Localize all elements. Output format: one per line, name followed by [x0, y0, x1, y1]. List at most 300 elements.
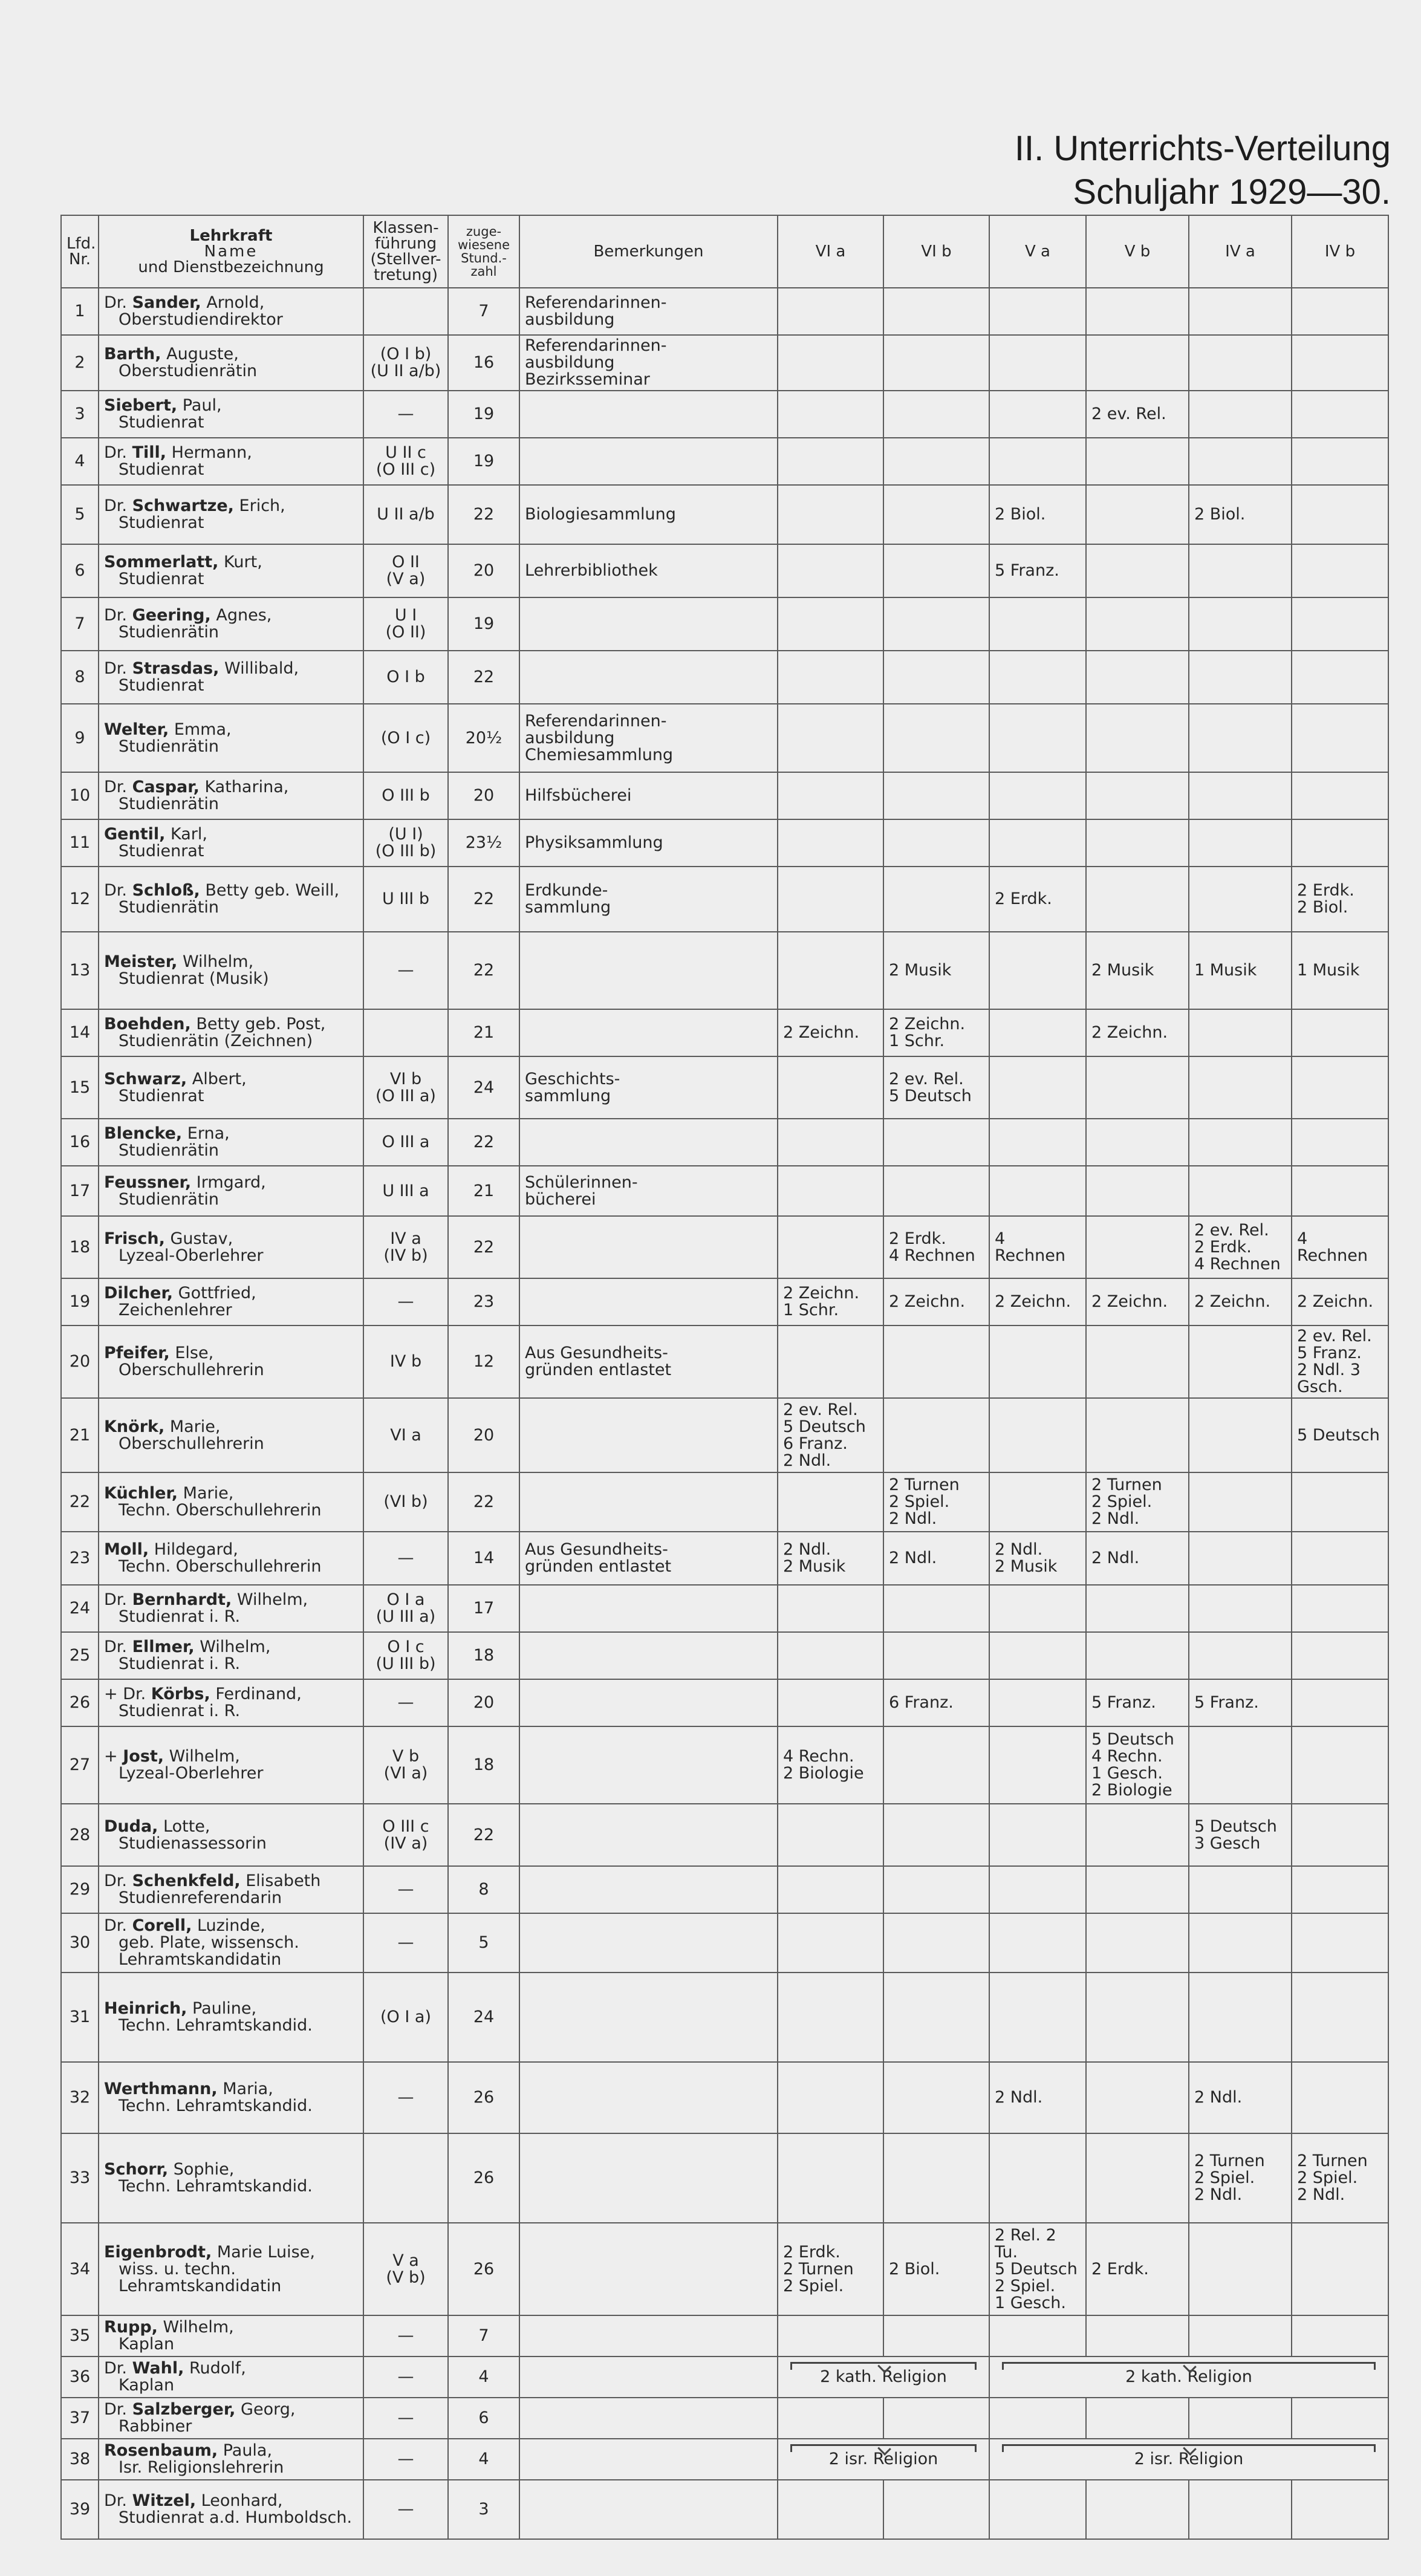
teacher-position: Studienrat a.d. Humboldsch. [119, 2508, 353, 2527]
remarks-cell-text: Physiksammlung [525, 833, 663, 852]
subject-cell-vb [1086, 1398, 1189, 1472]
teacher-surname: Boehden, [104, 1015, 191, 1033]
subject-cell-vb [1086, 704, 1189, 772]
row-number: 15 [69, 1078, 91, 1097]
subject-cell-iva [1189, 1913, 1292, 1973]
teacher-title: Dr. [104, 659, 127, 678]
subject-cell-vb [1086, 1866, 1189, 1913]
subject-cell-vib [883, 1056, 989, 1119]
subject-cell-via [778, 391, 883, 438]
class-lead-cell-text: (O I b) (U II a/b) [370, 345, 441, 380]
table-row [61, 391, 1388, 438]
subject-cell-iva-text: 1 Musik [1194, 961, 1257, 980]
subject-cell-ivb [1292, 704, 1388, 772]
teacher-name-line [104, 1071, 358, 1088]
hours-cell-text: 24 [473, 2008, 495, 2026]
teacher-name-line [104, 1174, 358, 1191]
table-row [61, 2223, 1388, 2315]
row-number: 4 [74, 452, 85, 470]
subject-cell-ivb [1292, 651, 1388, 704]
hours-cell-text: 4 [478, 2367, 489, 2386]
teacher-cell [99, 485, 363, 544]
page-title-line2: Schuljahr 1929—30. [1073, 172, 1391, 212]
teacher-position: Oberschullehrerin [119, 1434, 264, 1453]
hours-cell [448, 772, 519, 819]
subject-cell-ivb [1292, 1325, 1388, 1398]
row-number: 14 [69, 1023, 91, 1042]
subject-cell-vb [1086, 544, 1189, 597]
row-number-cell [61, 544, 99, 597]
subject-cell-via [778, 2062, 883, 2133]
hours-cell-text: 6 [478, 2408, 489, 2427]
subject-cell-vib [883, 1119, 989, 1166]
teacher-surname: Blencke, [104, 1124, 183, 1143]
teacher-name-line [104, 2360, 358, 2377]
subject-cell-vib [883, 544, 989, 597]
hours-cell [448, 819, 519, 867]
teacher-position: Kaplan [119, 2335, 175, 2353]
teacher-title: Dr. [104, 293, 127, 312]
subject-cell-vb [1086, 1472, 1189, 1532]
page-title-line1: II. Unterrichts-Verteilung [1014, 129, 1391, 168]
hours-cell [448, 2480, 519, 2539]
subject-cell-vb [1086, 1632, 1189, 1679]
teacher-name-line [104, 1231, 358, 1247]
teacher-firstname: Gustav, [170, 1229, 233, 1248]
table-row [61, 2133, 1388, 2223]
subject-cell-vb [1086, 2398, 1189, 2439]
class-lead-cell [363, 485, 448, 544]
subject-cell-va [989, 288, 1086, 335]
class-lead-cell-text: IV b [389, 1352, 422, 1371]
table-row [61, 772, 1388, 819]
teacher-position: Studienrat [119, 460, 204, 479]
teacher-firstname: Auguste, [166, 345, 239, 363]
teacher-position: Studienrätin (Zeichnen) [119, 1032, 313, 1050]
hours-cell [448, 704, 519, 772]
class-lead-cell-text: O I c (U III b) [376, 1638, 436, 1673]
subject-cell-vb [1086, 1216, 1189, 1278]
teacher-name-line [104, 1345, 358, 1362]
class-lead-cell [363, 288, 448, 335]
subject-cell-ivb [1292, 597, 1388, 651]
teacher-cell [99, 544, 363, 597]
teacher-position: Oberstudienrätin [119, 362, 258, 380]
subject-cell-vb [1086, 772, 1189, 819]
teacher-name-line [104, 1485, 358, 1502]
teacher-position: geb. Plate, wissensch. Lehramtskandidatin [119, 1933, 299, 1969]
table-row [61, 1278, 1388, 1325]
teacher-surname: Schwartze, [132, 496, 234, 515]
teacher-name-line [104, 294, 358, 311]
teacher-cell [99, 1398, 363, 1472]
subject-cell-via [778, 1166, 883, 1216]
teacher-name-line [104, 882, 358, 899]
table-body [61, 288, 1388, 2539]
subject-cell-iva [1189, 485, 1292, 544]
hours-cell [448, 2223, 519, 2315]
subject-cell-vb [1086, 1119, 1189, 1166]
subject-cell-vib [883, 1216, 989, 1278]
teacher-cell [99, 1278, 363, 1325]
remarks-cell [519, 2062, 778, 2133]
teacher-name-line [104, 660, 358, 677]
remarks-cell [519, 772, 778, 819]
teacher-firstname: Paula, [223, 2441, 273, 2460]
table-row [61, 1216, 1388, 1278]
remarks-cell-text: Referendarinnen- ausbildung Bezirksseminar [525, 336, 667, 389]
table-row [61, 819, 1388, 867]
subject-cell-via [778, 1973, 883, 2062]
subject-cell-va [989, 1119, 1086, 1166]
subject-cell-iva [1189, 1216, 1292, 1278]
subject-cell-iva [1189, 1278, 1292, 1325]
teacher-name-line [104, 2000, 358, 2017]
teacher-firstname: Elisabeth [246, 1872, 321, 1890]
remarks-cell [519, 867, 778, 932]
teacher-surname: Barth, [104, 345, 161, 363]
subject-cell-vib [883, 867, 989, 932]
subject-cell-va [989, 1325, 1086, 1398]
subject-cell-vb [1086, 2315, 1189, 2356]
teacher-surname: Rosenbaum, [104, 2441, 218, 2460]
subject-cell-vb-text: 2 Musik [1091, 961, 1154, 980]
subject-cell-va [989, 1278, 1086, 1325]
teacher-cell [99, 438, 363, 485]
class-lead-cell [363, 391, 448, 438]
hours-cell [448, 1726, 519, 1804]
teacher-firstname: Luzinde, [197, 1916, 265, 1935]
hours-cell-text: 4 [478, 2450, 489, 2468]
remarks-cell [519, 1973, 778, 2062]
teacher-position: Studienassessorin [119, 1833, 267, 1853]
teacher-position: Studienrätin [119, 1141, 219, 1160]
shared-subject-cell-vi-text: 2 isr. Religion [828, 2450, 938, 2468]
remarks-cell-text: Aus Gesundheits- gründen entlastet [525, 1540, 672, 1576]
remarks-cell [519, 391, 778, 438]
subject-cell-vb [1086, 1009, 1189, 1056]
hours-cell [448, 597, 519, 651]
teacher-firstname: Erna, [187, 1124, 230, 1143]
teacher-cell [99, 867, 363, 932]
subject-cell-vb [1086, 1325, 1189, 1398]
row-number: 25 [69, 1646, 91, 1665]
subject-cell-ivb-text: 1 Musik [1297, 961, 1360, 980]
subject-cell-vib [883, 1325, 989, 1398]
row-number: 39 [69, 2500, 91, 2519]
class-lead-cell [363, 1866, 448, 1913]
class-lead-cell [363, 335, 448, 391]
table-row [61, 1398, 1388, 1472]
remarks-cell-text: Referendarinnen- ausbildung [525, 293, 667, 329]
hours-cell [448, 2356, 519, 2398]
header-class-va: V a [989, 215, 1086, 288]
table-row [61, 1726, 1388, 1804]
class-lead-cell [363, 2398, 448, 2439]
subject-cell-iva [1189, 1804, 1292, 1866]
subject-cell-va [989, 2398, 1086, 2439]
subject-cell-vib [883, 704, 989, 772]
hours-cell-text: 19 [473, 614, 495, 633]
teacher-surname: Strasdas, [132, 659, 219, 678]
teacher-title: Dr. [104, 606, 127, 625]
subject-cell-ivb [1292, 1866, 1388, 1913]
class-lead-cell [363, 1398, 448, 1472]
row-number-cell [61, 2356, 99, 2398]
row-number-cell [61, 1532, 99, 1585]
remarks-cell [519, 1585, 778, 1632]
row-number-cell [61, 2480, 99, 2539]
teacher-name-line [104, 1873, 358, 1890]
class-lead-cell-text: — [397, 2326, 414, 2345]
subject-cell-iva-text: 5 Franz. [1194, 1693, 1259, 1712]
teacher-cell [99, 932, 363, 1009]
subject-cell-via [778, 485, 883, 544]
class-lead-cell-text: — [397, 405, 414, 423]
table-row [61, 2062, 1388, 2133]
subject-cell-vb [1086, 485, 1189, 544]
header-class-ivb: IV b [1292, 215, 1388, 288]
teacher-cell [99, 1585, 363, 1632]
table-row [61, 2480, 1388, 2539]
teacher-firstname: Betty geb. Weill, [205, 881, 340, 900]
table-row [61, 2398, 1388, 2439]
class-lead-cell-text: (O I c) [380, 728, 431, 747]
hours-cell [448, 391, 519, 438]
teacher-firstname: Marie, [169, 1417, 221, 1436]
subject-cell-va-text: 2 Rel. 2 Tu. 5 Deutsch 2 Spiel. 1 Gesch. [995, 2225, 1078, 2312]
teacher-position: wiss. u. techn. Lehramtskandidatin [119, 2259, 282, 2295]
subject-cell-vib-text: 6 Franz. [889, 1693, 954, 1712]
teacher-position: Studienrat [119, 570, 204, 588]
row-number: 17 [69, 1181, 91, 1200]
teacher-firstname: Wilhelm, [182, 952, 254, 971]
class-lead-cell-text: — [397, 2367, 414, 2386]
subject-cell-via-text: 4 Rechn. 2 Biologie [783, 1747, 864, 1783]
subject-cell-ivb-text: 2 Zeichn. [1297, 1292, 1374, 1311]
subject-cell-iva [1189, 544, 1292, 597]
hours-cell-text: 21 [473, 1023, 495, 1042]
subject-cell-vb [1086, 1056, 1189, 1119]
subject-cell-iva [1189, 1632, 1292, 1679]
teacher-cell [99, 597, 363, 651]
remarks-cell [519, 288, 778, 335]
class-lead-cell [363, 651, 448, 704]
row-number-cell [61, 1325, 99, 1398]
subject-cell-vib [883, 485, 989, 544]
teacher-firstname: Hildegard, [154, 1540, 238, 1559]
teacher-firstname: Georg, [241, 2400, 296, 2419]
hours-cell [448, 1679, 519, 1726]
teacher-firstname: Arnold, [206, 293, 265, 312]
hours-cell [448, 1216, 519, 1278]
subject-cell-va [989, 1009, 1086, 1056]
subject-cell-iva [1189, 2315, 1292, 2356]
teacher-name-line [104, 1592, 358, 1608]
subject-cell-va [989, 704, 1086, 772]
remarks-cell [519, 1119, 778, 1166]
remarks-cell [519, 1278, 778, 1325]
class-lead-cell [363, 772, 448, 819]
teacher-name-line [104, 1748, 358, 1765]
row-number: 8 [74, 668, 85, 686]
table-row [61, 1585, 1388, 1632]
teacher-title: Dr. [104, 496, 127, 515]
teacher-cell [99, 1119, 363, 1166]
hours-cell-text: 7 [478, 302, 489, 320]
row-number-cell [61, 1632, 99, 1679]
teacher-position: Studienreferendarin [119, 1888, 282, 1907]
subject-cell-vb [1086, 932, 1189, 1009]
subject-cell-ivb [1292, 1056, 1388, 1119]
subject-cell-vb-text: 5 Franz. [1091, 1693, 1156, 1712]
class-lead-cell [363, 1166, 448, 1216]
teacher-firstname: Albert, [192, 1069, 247, 1088]
subject-cell-va [989, 772, 1086, 819]
teacher-surname: Knörk, [104, 1417, 165, 1436]
shared-subject-cell-v-iv [989, 2439, 1388, 2480]
teacher-surname: Welter, [104, 720, 169, 739]
subject-cell-va [989, 1398, 1086, 1472]
shared-subject-cell-vi [778, 2439, 989, 2480]
subject-cell-via-text: 2 Ndl. 2 Musik [783, 1540, 846, 1576]
teacher-name-line [104, 954, 358, 971]
teacher-position: Lyzeal-Oberlehrer [119, 1246, 264, 1265]
subject-cell-vib-text: 2 Ndl. [889, 1549, 937, 1567]
brace-marker [790, 2444, 977, 2452]
subject-cell-via [778, 819, 883, 867]
teacher-surname: Corell, [132, 1916, 192, 1935]
class-lead-cell-text: — [397, 2450, 414, 2468]
row-number-cell [61, 2062, 99, 2133]
hours-cell [448, 485, 519, 544]
teacher-surname: Dilcher, [104, 1284, 174, 1303]
row-number-cell [61, 1119, 99, 1166]
teacher-firstname: Marie, [183, 1484, 234, 1503]
subject-cell-ivb [1292, 867, 1388, 932]
teacher-firstname: Sophie, [173, 2160, 235, 2179]
header-nr: Lfd. Nr. [61, 215, 99, 288]
subject-cell-vb [1086, 1913, 1189, 1973]
remarks-cell [519, 1398, 778, 1472]
subject-cell-iva [1189, 704, 1292, 772]
subject-cell-ivb [1292, 1913, 1388, 1973]
teacher-cell [99, 2398, 363, 2439]
subject-cell-via [778, 1325, 883, 1398]
hours-cell-text: 20 [473, 1693, 495, 1712]
teacher-position: Studienrat (Musik) [119, 969, 269, 988]
hours-cell [448, 1472, 519, 1532]
table-row [61, 1679, 1388, 1726]
subject-cell-va [989, 867, 1086, 932]
table-header-row [61, 215, 1388, 288]
subject-cell-iva [1189, 597, 1292, 651]
teacher-position: Studienrat [119, 842, 204, 860]
subject-cell-va-text: 2 Ndl. [995, 2088, 1043, 2107]
remarks-cell [519, 335, 778, 391]
subject-cell-iva-text: 2 Biol. [1194, 505, 1246, 524]
brace-marker [790, 2362, 977, 2370]
hours-cell-text: 22 [473, 505, 495, 524]
subject-cell-iva [1189, 1866, 1292, 1913]
subject-cell-vib-text: 2 Erdk. 4 Rechnen [889, 1229, 975, 1265]
subject-cell-ivb [1292, 772, 1388, 819]
table-row [61, 544, 1388, 597]
teacher-cell [99, 335, 363, 391]
teacher-position: Techn. Lehramtskandid. [119, 2016, 313, 2035]
teacher-surname: Schwarz, [104, 1069, 187, 1088]
class-lead-cell [363, 1913, 448, 1973]
teacher-name-line [104, 554, 358, 571]
row-number-cell [61, 2223, 99, 2315]
remarks-cell-text: Erdkunde- sammlung [525, 881, 611, 917]
subject-cell-va [989, 1056, 1086, 1119]
teacher-name-line [104, 2493, 358, 2509]
hours-cell-text: 19 [473, 452, 495, 470]
subject-cell-vb [1086, 335, 1189, 391]
subject-cell-vb-text: 2 Zeichn. [1091, 1023, 1168, 1042]
remarks-cell [519, 2439, 778, 2480]
remarks-cell [519, 1216, 778, 1278]
subject-cell-ivb [1292, 1398, 1388, 1472]
subject-cell-ivb [1292, 1679, 1388, 1726]
row-number-cell [61, 1009, 99, 1056]
subject-cell-via [778, 704, 883, 772]
header-bemerkungen: Bemerkungen [519, 215, 778, 288]
subject-cell-vib [883, 1726, 989, 1804]
hours-cell [448, 1398, 519, 1472]
subject-cell-va [989, 1216, 1086, 1278]
teacher-firstname: Wilhelm, [169, 1747, 240, 1766]
hours-cell-text: 26 [473, 2168, 495, 2187]
teacher-cell [99, 1804, 363, 1866]
teacher-cell [99, 1973, 363, 2062]
shared-subject-cell-v-iv-text: 2 kath. Religion [1125, 2367, 1252, 2386]
remarks-cell [519, 597, 778, 651]
subject-cell-vb [1086, 1973, 1189, 2062]
subject-cell-iva [1189, 2133, 1292, 2223]
class-lead-cell [363, 438, 448, 485]
subject-cell-via [778, 2480, 883, 2539]
subject-cell-vib-text: 2 Biol. [889, 2259, 940, 2278]
teacher-title: Dr. [104, 1872, 127, 1890]
subject-cell-vib [883, 288, 989, 335]
subject-cell-vb [1086, 1679, 1189, 1726]
subject-cell-iva [1189, 1325, 1292, 1398]
subject-cell-va [989, 1973, 1086, 2062]
class-lead-cell [363, 2062, 448, 2133]
teacher-firstname: Lotte, [163, 1817, 210, 1836]
subject-cell-vb-text: 2 Turnen 2 Spiel. 2 Ndl. [1091, 1475, 1162, 1528]
teacher-position: Studienrätin [119, 623, 219, 642]
row-number-cell [61, 1216, 99, 1278]
teacher-surname: Jost, [123, 1747, 164, 1766]
subject-cell-via [778, 438, 883, 485]
subject-cell-ivb-text: 5 Deutsch [1297, 1425, 1380, 1445]
subject-cell-ivb [1292, 2398, 1388, 2439]
subject-cell-ivb [1292, 1119, 1388, 1166]
teacher-firstname: Wilhelm, [200, 1638, 271, 1656]
teacher-name-line [104, 779, 358, 796]
subject-cell-via [778, 1726, 883, 1804]
subject-cell-vb [1086, 1726, 1189, 1804]
row-number: 12 [69, 890, 91, 908]
row-number-cell [61, 391, 99, 438]
hours-cell-text: 23½ [465, 833, 502, 852]
remarks-cell [519, 1472, 778, 1532]
teacher-name-line [104, 1917, 358, 1934]
subject-cell-via [778, 544, 883, 597]
